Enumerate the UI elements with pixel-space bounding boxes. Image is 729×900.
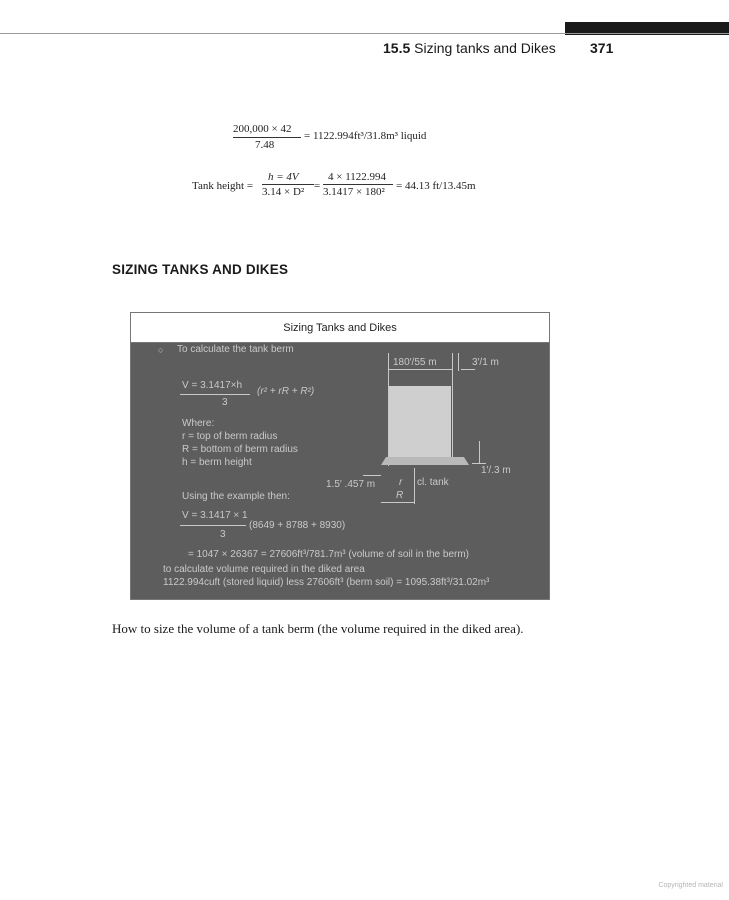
running-header (383, 40, 556, 56)
eq2-frac1-line (262, 184, 314, 185)
dim-height-tick (472, 463, 486, 464)
eq2-label: Tank height = (192, 180, 254, 192)
bullet-icon: ○ (158, 345, 164, 355)
page-number: 371 (590, 40, 614, 56)
final-line: 1122.994cuft (stored liquid) less 27606ft³ (berm soil) = 1095.38ft³/31.02m³ (163, 577, 490, 588)
formula-denominator: 3 (222, 397, 228, 408)
eq2-frac2-numerator: 4 × 1122.994 (328, 171, 387, 183)
section-heading: SIZING TANKS AND DIKES (112, 262, 289, 277)
dim-right-extension (452, 353, 453, 459)
figure-caption: How to size the volume of a tank berm (the volume required in the diked area). (112, 621, 524, 636)
eq2-equals: = (314, 180, 321, 192)
eq2-frac2-line (323, 184, 393, 185)
eq2-result: = 44.13 ft/13.45m (396, 180, 476, 192)
using-example-label: Using the example then: (182, 491, 290, 502)
calc-line: to calculate volume required in the diked area (163, 564, 365, 575)
dim-R-line (381, 502, 414, 503)
eq1-numerator: 200,000 × 42 (233, 123, 292, 135)
eq2-frac1-numerator: h = 4V (268, 171, 299, 183)
tank-body (389, 386, 451, 457)
header-rule (0, 33, 729, 34)
figure-panel (130, 312, 550, 600)
dim-width-line (388, 369, 452, 370)
def-R: R = bottom of berm radius (182, 444, 298, 455)
dim-base-label: 1.5′ .457 m (326, 479, 376, 490)
dim-height-label: 1′/.3 m (481, 465, 511, 476)
label-r: r (399, 477, 403, 488)
result-line: = 1047 × 26367 = 27606ft³/781.7m³ (volume of soil in the berm) (188, 549, 470, 560)
berm-shape (381, 457, 469, 465)
eq1-denominator: 7.48 (255, 139, 275, 151)
dim-gap-label: 3′/1 m (472, 357, 499, 368)
dim-gap-arrow (461, 369, 475, 370)
dim-gap-extension (458, 353, 459, 371)
where-label: Where: (182, 418, 215, 429)
def-h: h = berm height (182, 457, 252, 468)
header-section-number: 15.5 (383, 40, 411, 56)
header-section-title: Sizing tanks and Dikes (414, 40, 556, 56)
def-r: r = top of berm radius (182, 431, 278, 442)
dim-height-line (479, 441, 480, 463)
dim-base-arrow (363, 475, 381, 476)
formula-fraction-line (180, 394, 250, 395)
dim-width-label: 180′/55 m (393, 357, 437, 368)
label-centerline: cl. tank (417, 477, 449, 488)
example-rhs: (8649 + 8788 + 8930) (249, 520, 346, 531)
figure-bullet-text: To calculate the tank berm (177, 344, 294, 355)
label-R: R (396, 490, 404, 501)
figure-title: Sizing Tanks and Dikes (131, 313, 549, 343)
formula-lhs: V = 3.1417×h (182, 380, 243, 391)
centerline (414, 468, 415, 504)
example-fraction-line (180, 525, 246, 526)
example-denominator: 3 (220, 529, 226, 540)
eq1-fraction-line (233, 137, 301, 138)
example-lhs: V = 3.1417 × 1 (182, 510, 248, 521)
formula-rhs: (r² + rR + R²) (257, 386, 315, 397)
eq1-result: = 1122.994ft³/31.8m³ liquid (304, 130, 427, 142)
copyright-watermark: Copyrighted material (658, 882, 723, 889)
eq2-frac1-denominator: 3.14 × D² (262, 186, 305, 198)
eq2-frac2-denominator: 3.1417 × 180² (323, 186, 385, 198)
